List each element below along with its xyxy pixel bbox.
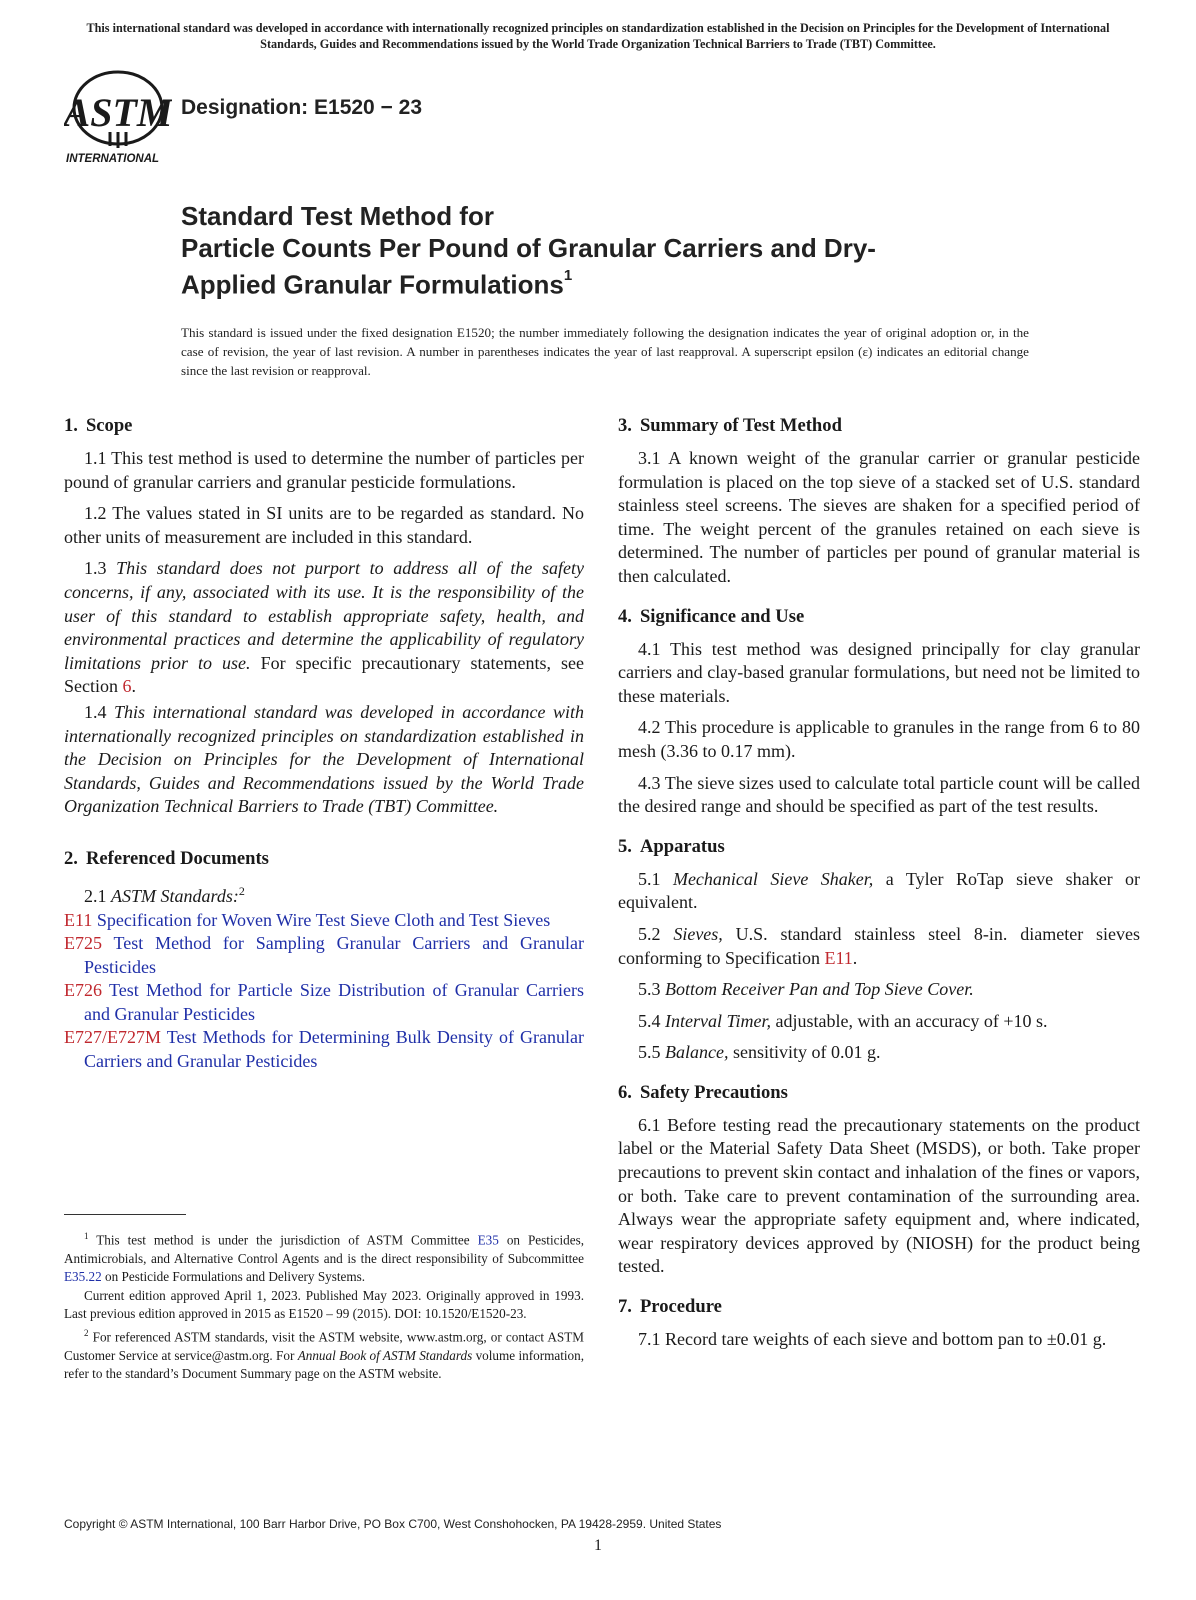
left-column xyxy=(64,414,584,1074)
section-heading-refdocs: 2. Referenced Documents xyxy=(64,847,269,869)
spec-e11-link[interactable]: E11 xyxy=(824,947,853,968)
astm-caption: INTERNATIONAL xyxy=(66,153,160,165)
document-title xyxy=(181,200,1081,301)
footnote-divider xyxy=(64,1214,186,1215)
reference-item[interactable]: E726 Test Method for Particle Size Distribution of Granular Carriers and Granular Pesticides xyxy=(64,980,584,1024)
section-heading-significance: 4. Significance and Use xyxy=(618,605,805,627)
astm-logo xyxy=(64,68,172,168)
para-5-2: 5.2 Sieves, U.S. standard stainless steel 8-in. diameter sieves conforming to Specification E11. xyxy=(618,923,1141,968)
copyright-notice: Copyright © ASTM International, 100 Barr Harbor Drive, PO Box C700, West Conshohocken, PA 19428-2959. United States xyxy=(64,1517,722,1531)
para-5-5: 5.5 Balance, sensitivity of 0.01 g. xyxy=(638,1042,881,1063)
title-line-3: Applied Granular Formulations xyxy=(181,269,564,300)
issued-note: This standard is issued under the fixed designation E1520; the number immediately following the designation indicates the year of original adoption or, in the case of revision, the year of last revision. A number in parentheses indicates the year of last reapproval. A superscript epsilon (ε) indicates an editorial change since the last revision or reapproval. xyxy=(181,325,1029,378)
committee-e35-link[interactable]: E35 xyxy=(477,1232,499,1248)
astm-logo-icon xyxy=(64,68,172,168)
para-5-3: 5.3 Bottom Receiver Pan and Top Sieve Cover. xyxy=(638,979,974,1000)
para-4-1: 4.1 This test method was designed principally for clay granular carriers and clay-based granular formulations, but need not be limited to these materials. xyxy=(618,638,1140,706)
para-1-1: 1.1 This test method is used to determine the number of particles per pound of granular carriers and granular pesticide formulations. xyxy=(64,448,584,492)
designation: Designation: E1520 − 23 xyxy=(181,96,423,119)
top-note: This international standard was developed in accordance with internationally recognized principles on standardization established in the Decision on Principles for the Development of International Standards, Guides and Recommendations issued by the World Trade Organization Technical Barriers to Trade (TBT) Committee. xyxy=(86,21,1110,51)
reference-list xyxy=(64,909,584,1074)
para-5-1: 5.1 Mechanical Sieve Shaker, a Tyler RoTap sieve shaker or equivalent. xyxy=(618,868,1141,913)
page-number: 1 xyxy=(594,1537,602,1554)
para-1-3: 1.3 This standard does not purport to address all of the safety concerns, if any, associated with its use. It is the responsibility of the user of this standard to establish appropriate safety, health, and environmental practices and determine the applicability of regulatory limitations prior to use. For specific precautionary statements, see Section 6. xyxy=(64,558,585,697)
subcommittee-e35-22-link[interactable]: E35.22 xyxy=(64,1269,102,1285)
para-4-3: 4.3 The sieve sizes used to calculate total particle count will be called the desired range and should be specified as part of the test results. xyxy=(618,772,1140,817)
section-heading-apparatus: 5. Apparatus xyxy=(618,835,725,857)
footnote-edition: Current edition approved April 1, 2023. Published May 2023. Originally approved in 1993. Last previous edition approved in 2015 as E1520 – 99 (2015). DOI: 10.1520/E1520-23. xyxy=(64,1287,584,1322)
title-footnote-mark: 1 xyxy=(563,267,573,284)
section-heading-scope: 1. Scope xyxy=(64,415,133,436)
reference-item[interactable]: E725 Test Method for Sampling Granular Carriers and Granular Pesticides xyxy=(64,933,584,977)
para-5-4: 5.4 Interval Timer, adjustable, with an accuracy of +10 s. xyxy=(638,1010,1048,1031)
para-7-1: 7.1 Record tare weights of each sieve and bottom pan to ±0.01 g. xyxy=(638,1329,1107,1350)
right-column xyxy=(618,414,1140,1360)
section-6-link[interactable]: 6 xyxy=(122,676,132,697)
para-1-2: 1.2 The values stated in SI units are to be regarded as standard. No other units of measurement are included in this standard. xyxy=(64,503,584,547)
title-line-2: Particle Counts Per Pound of Granular Carriers and Dry- xyxy=(181,233,876,263)
para-3-1: 3.1 A known weight of the granular carrier or granular pesticide formulation is placed on the top sieve of a stacked set of U.S. standard stainless steel screens. The sieves are shaken for a specified period of time. The weight percent of the granules retained on each sieve is determined. The number of particles per pound of granular material is then calculated. xyxy=(618,448,1140,586)
para-1-4: 1.4 This international standard was developed in accordance with internationally recognized principles on standardization established in the Decision on Principles for the Development of International Standards, Guides and Recommendations issued by the World Trade Organization Technical Barriers to Trade (TBT) Committee. xyxy=(64,701,584,817)
astm-wordmark: ASTM xyxy=(64,90,172,135)
footnotes xyxy=(64,1227,584,1384)
reference-item[interactable]: E11 Specification for Woven Wire Test Sieve Cloth and Test Sieves xyxy=(64,909,551,930)
reference-item[interactable]: E727/E727M Test Methods for Determining Bulk Density of Granular Carriers and Granular Pesticides xyxy=(64,1027,584,1072)
section-heading-summary: 3. Summary of Test Method xyxy=(618,415,842,436)
section-heading-procedure: 7. Procedure xyxy=(618,1296,722,1318)
footnote-2: $^2$ For referenced ASTM standards, visit the ASTM website, www.astm.org, or contact ASTM Customer Service at service@astm.org. For Annual Book of ASTM Standards volume information, refer to the standard’s Document Summary page on the ASTM website. xyxy=(64,1327,585,1382)
para-4-2: 4.2 This procedure is applicable to granules in the range from 6 to 80 mesh (3.36 to 0.17 mm). xyxy=(618,717,1140,761)
title-line-1: Standard Test Method for xyxy=(181,201,494,231)
para-2-1: 2.1 ASTM Standards:$^2$ xyxy=(84,883,245,906)
section-heading-safety: 6. Safety Precautions xyxy=(618,1081,788,1103)
para-6-1: 6.1 Before testing read the precautionary statements on the product label or the Material Safety Data Sheet (MSDS), or both. Take proper precautions to prevent skin contact and inhalation of the fines or vapors, or both. Take care to prevent contamination of the surrounding area. Always wear the appropriate safety equipment and, where indicated, wear respiratory devices approved by (NIOSH) for the product being tested. xyxy=(618,1114,1140,1277)
footnote-1: $^1$ This test method is under the jurisdiction of ASTM Committee E35 on Pesticides, Antimicrobials, and Alternative Control Agents and is the direct responsibility of Subcommittee E35.22 on Pesticide Formulations and Delivery Systems. xyxy=(64,1231,585,1285)
